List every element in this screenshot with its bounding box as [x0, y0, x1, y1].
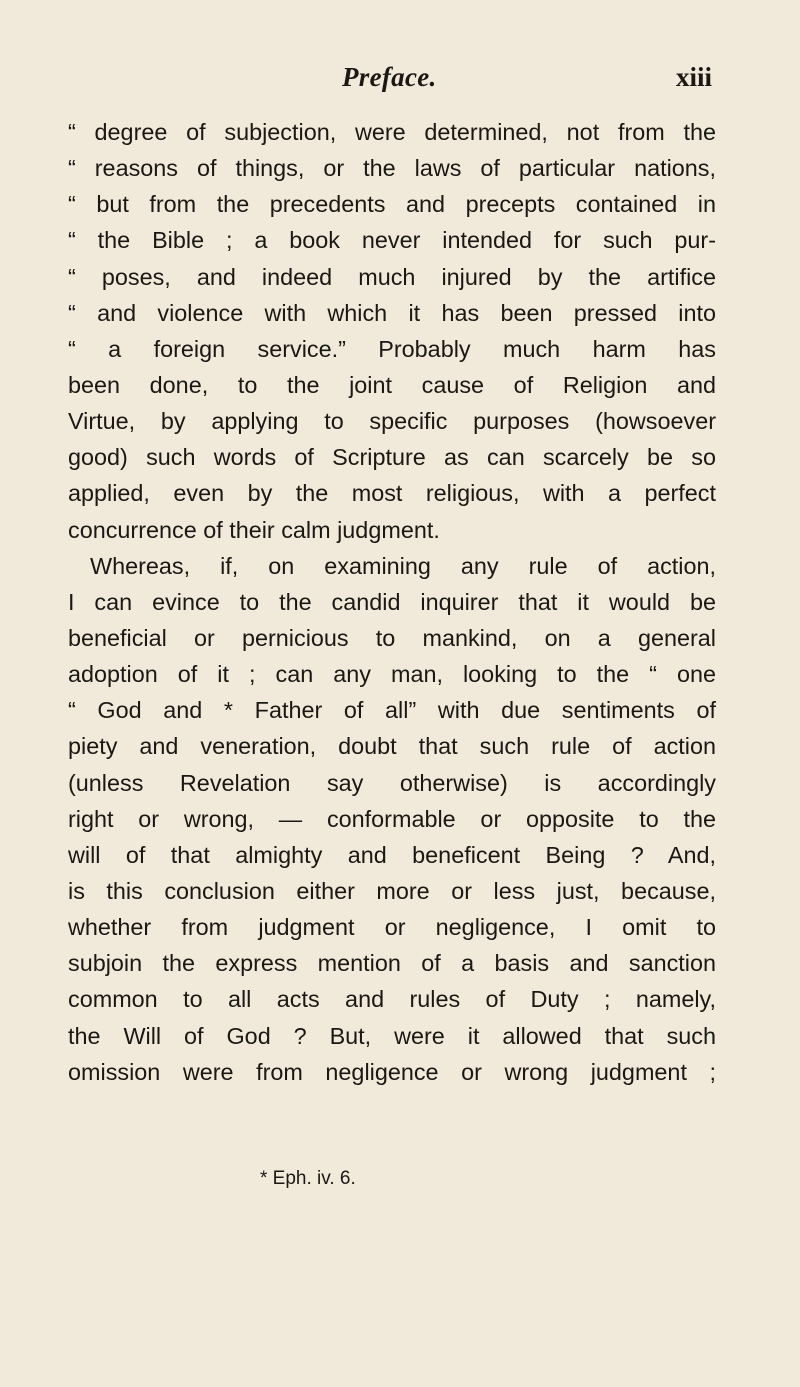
text-line: subjoin the express mention of a basis and sanction [68, 950, 716, 977]
text-line: “ a foreign service.” Probably much harm has [68, 335, 716, 362]
text-line: “ reasons of things, or the laws of particular nations, [68, 155, 716, 182]
page-header [342, 62, 712, 102]
text-line: whether from judgment or negligence, I omit to [68, 914, 716, 941]
body-text [68, 114, 716, 1090]
text-line: applied, even by the most religious, with a perfect [68, 480, 716, 507]
page-number: xiii [675, 62, 712, 92]
text-line: adoption of it ; can any man, looking to the “ one [68, 661, 716, 688]
text-line: common to all acts and rules of Duty ; namely, [68, 986, 716, 1013]
footnote: * Eph. iv. 6. [260, 1168, 356, 1189]
text-line: “ God and * Father of all” with due sentiments of [68, 697, 716, 724]
text-line: “ degree of subjection, were determined, not from the [68, 119, 716, 145]
text-line: concurrence of their calm judgment. [68, 516, 440, 543]
text-line: Virtue, by applying to specific purposes (howsoever [68, 408, 716, 435]
text-line: “ the Bible ; a book never intended for such pur- [68, 227, 716, 254]
text-line: been done, to the joint cause of Religion and [68, 371, 716, 398]
text-line: I can evince to the candid inquirer that it would be [68, 588, 716, 615]
text-line: will of that almighty and beneficent Being ? And, [68, 841, 716, 868]
text-line: beneficial or pernicious to mankind, on a general [68, 624, 716, 651]
text-line: piety and veneration, doubt that such rule of action [68, 733, 716, 760]
text-line: omission were from negligence or wrong judgment ; [68, 1058, 716, 1085]
text-line: (unless Revelation say otherwise) is accordingly [68, 769, 716, 796]
text-line: “ but from the precedents and precepts contained in [68, 191, 716, 218]
text-line: “ poses, and indeed much injured by the artifice [68, 263, 716, 290]
running-title: Preface. [342, 62, 437, 92]
paragraph-start-line: Whereas, if, on examining any rule of action, [90, 552, 716, 579]
text-line: right or wrong, — conformable or opposite to the [68, 805, 716, 832]
text-line: the Will of God ? But, were it allowed that such [68, 1022, 716, 1049]
text-line: good) such words of Scripture as can scarcely be so [68, 444, 716, 471]
text-line: is this conclusion either more or less just, because, [68, 877, 716, 904]
text-line: “ and violence with which it has been pressed into [68, 299, 716, 326]
